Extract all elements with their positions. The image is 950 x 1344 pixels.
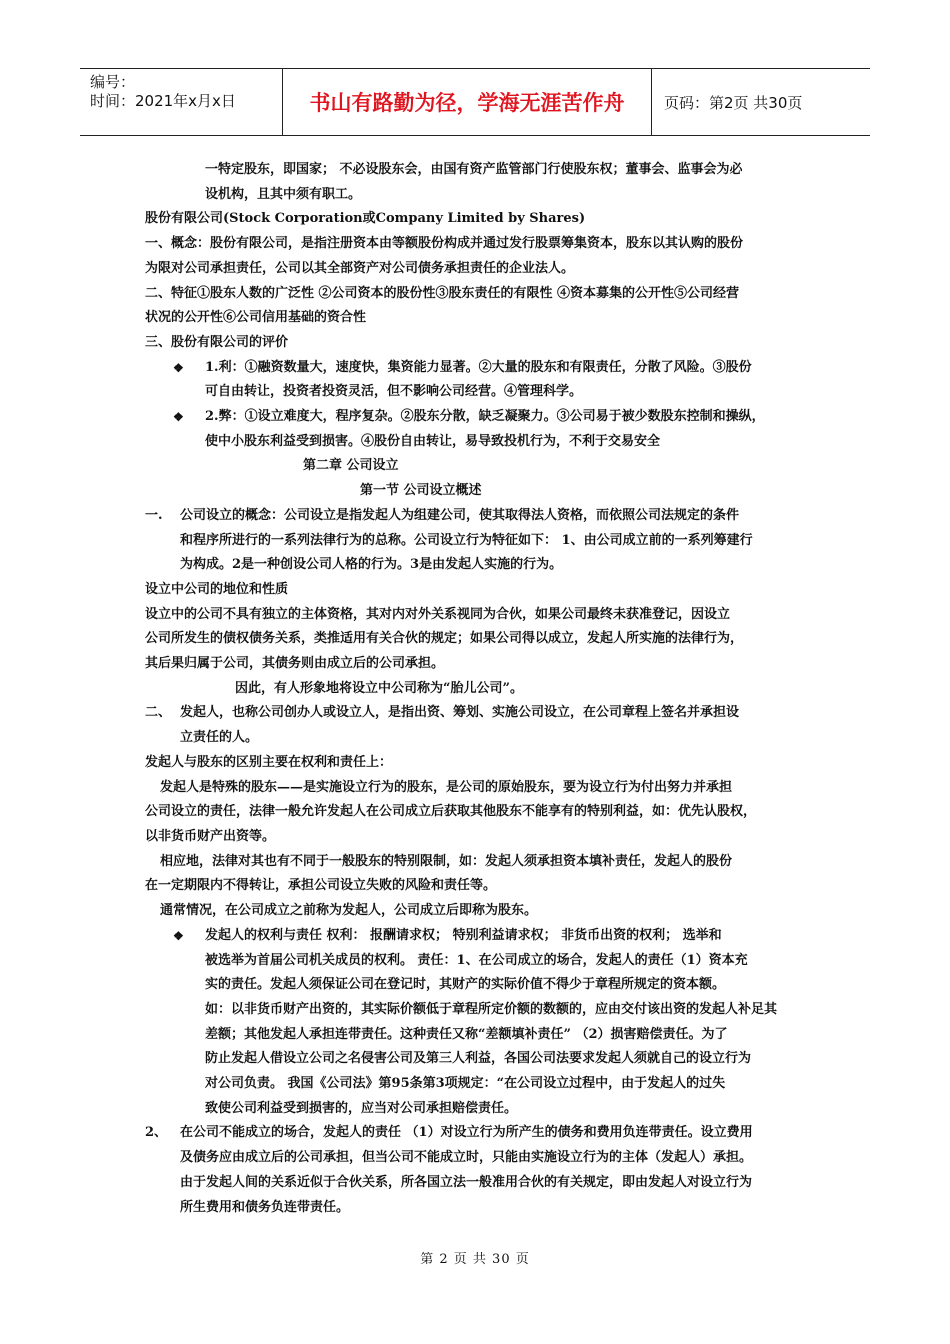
- text-line: 在一定期限内不得转让，承担公司设立失败的风险和责任等。: [145, 878, 497, 894]
- text-line: 差额；其他发起人承担连带责任。这种责任又称“差额填补责任” （2）损害赔偿责任。为了: [205, 1026, 728, 1042]
- header-page-info: 页码：第2页 共30页: [664, 93, 803, 112]
- item-text: 在公司不能成立的场合，发起人的责任 （1）对设立行为所产生的债务和费用负连带责任。设立费用: [180, 1125, 753, 1141]
- text-line: 一特定股东，即国家； 不必设股东会，由国有资产监管部门行使股东权；董事会、监事会为必: [205, 162, 743, 177]
- text-line: 公司所发生的债权债务关系，类推适用有关合伙的规定；如果公司得以成立，发起人所实施的法律行为，: [145, 631, 744, 647]
- bullet-text: 发起人的权利与责任 权利： 报酬请求权； 特别利益请求权； 非货币出资的权利； 选举和: [205, 927, 722, 943]
- item-number: 2、: [145, 1125, 168, 1141]
- text-line: 设立中的公司不具有独立的主体资格，其对内对外关系视同为合伙，如果公司最终未获准登记，因设立: [145, 606, 731, 622]
- bullet-item: [145, 405, 815, 430]
- section-title: 第一节 公司设立概述: [360, 483, 482, 499]
- text-line: 实的责任。发起人须保证公司在登记时，其财产的实际价值不得少于章程所规定的资本额。: [205, 977, 726, 993]
- text-line: 及债务应由成立后的公司承担，但当公司不能成立时，只能由实施设立行为的主体（发起人）承担。: [180, 1150, 753, 1166]
- text-line: 状况的公开性⑥公司信用基础的资合性: [145, 310, 367, 326]
- text-line: 被选举为首届公司机关成员的权利。 责任：1、在公司成立的场合，发起人的责任（1）资本充: [205, 952, 748, 968]
- text-line: 由于发起人间的关系近似于合伙关系，所各国立法一般准用合伙的有关规定，即由发起人对设立行为: [180, 1174, 753, 1190]
- numbered-item: [145, 701, 815, 726]
- bullet-item: [145, 356, 815, 381]
- item-text: 公司设立的概念：公司设立是指发起人为组建公司，使其取得法人资格，而依照公司法规定的条件: [180, 507, 740, 523]
- text-line: 使中小股东利益受到损害。④股份自由转让，易导致投机行为，不利于交易安全: [205, 433, 661, 449]
- text-line: 相应地，法律对其也有不同于一般股东的特别限制，如：发起人须承担资本填补责任，发起人的股份: [160, 853, 733, 869]
- section-heading: 股份有限公司(Stock Corporation或Company Limited by Shares): [145, 211, 586, 227]
- header-motto: 书山有路勤为径，学海无涯苦作舟: [282, 69, 652, 135]
- chapter-title: 第二章 公司设立: [303, 458, 399, 474]
- document-body: [145, 158, 815, 1220]
- date-line: 时间：2021年x月x日: [90, 92, 236, 110]
- text-line: 通常情况，在公司成立之前称为发起人，公司成立后即称为股东。: [160, 903, 538, 919]
- bullet-item: [145, 924, 815, 949]
- text-line: 因此，有人形象地将设立中公司称为“胎儿公司”。: [235, 680, 523, 696]
- text-line: 发起人与股东的区别主要在权利和责任上：: [145, 754, 393, 770]
- text-line: 对公司负责。 我国《公司法》第95条第3项规定：“在公司设立过程中，由于发起人的过失: [205, 1076, 726, 1092]
- text-line: 公司设立的责任，法律一般允许发起人在公司成立后获取其他股东不能享有的特别利益，如：优先认股权，: [145, 804, 757, 820]
- bullet-text: 2.弊：①设立难度大，程序复杂。②股东分散，缺乏凝聚力。③公司易于被少数股东控制和操纵，: [205, 409, 765, 425]
- numbered-item: [145, 504, 815, 529]
- item-number: 二、: [145, 705, 172, 721]
- text-line: 为构成。2是一种创设公司人格的行为。3是由发起人实施的行为。: [180, 557, 563, 573]
- bullet-text: 1.利：①融资数量大，速度快，集资能力显著。②大量的股东和有限责任，分散了风险。③股份: [205, 359, 752, 375]
- bullet-icon: ❖: [173, 410, 184, 425]
- bullet-icon: ❖: [173, 928, 184, 943]
- text-line: 发起人是特殊的股东——是实施设立行为的股东，是公司的原始股东，要为设立行为付出努力并承担: [160, 779, 733, 795]
- text-line: 致使公司利益受到损害的，应当对公司承担赔偿责任。: [205, 1100, 518, 1116]
- text-line: 其后果归属于公司，其债务则由成立后的公司承担。: [145, 656, 445, 672]
- text-line: 可自由转让，投资者投资灵活，但不影响公司经营。④管理科学。: [205, 384, 583, 400]
- numbered-item: [145, 1121, 815, 1146]
- text-line: 立责任的人。: [180, 730, 259, 746]
- bullet-icon: ❖: [173, 360, 184, 375]
- text-line: 如：以非货币财产出资的，其实际价额低于章程所定价额的数额的，应由交付该出资的发起人补足其: [205, 1001, 778, 1017]
- header-meta: [80, 69, 282, 135]
- text-line: 三、股份有限公司的评价: [145, 334, 289, 350]
- text-line: 和程序所进行的一系列法律行为的总称。公司设立行为特征如下： 1、由公司成立前的一系列筹建行: [180, 532, 753, 548]
- text-line: 所生费用和债务负连带责任。: [180, 1199, 350, 1215]
- text-line: 以非货币财产出资等。: [145, 828, 276, 844]
- text-line: 防止发起人借设立公司之名侵害公司及第三人利益，各国公司法要求发起人须就自己的设立行为: [205, 1051, 752, 1067]
- text-line: 一、概念：股份有限公司，是指注册资本由等额股份构成并通过发行股票筹集资本，股东以其认购的股份: [145, 236, 744, 252]
- page-header: [80, 68, 870, 136]
- item-number: 一.: [145, 507, 163, 523]
- page-footer: 第 2 页 共 30 页: [420, 1252, 530, 1267]
- text-line: 设立中公司的地位和性质: [145, 581, 289, 597]
- serial-label: 编号：: [90, 73, 136, 91]
- text-line: 为限对公司承担责任，公司以其全部资产对公司债务承担责任的企业法人。: [145, 260, 575, 276]
- item-text: 发起人，也称公司创办人或设立人，是指出资、筹划、实施公司设立，在公司章程上签名并承担设: [180, 705, 740, 721]
- text-line: 设机构，且其中须有职工。: [205, 186, 362, 202]
- text-line: 二、特征①股东人数的广泛性 ②公司资本的股份性③股东责任的有限性 ④资本募集的公开性⑤公司经营: [145, 285, 740, 301]
